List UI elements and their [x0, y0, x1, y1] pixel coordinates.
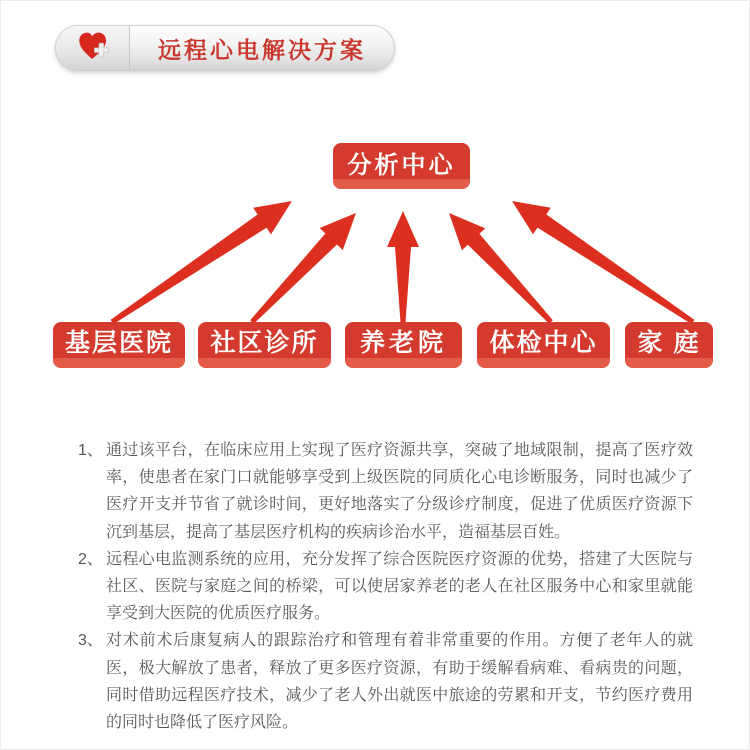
arrow-from-family-icon	[512, 201, 694, 324]
arrow-from-community-clinic-icon	[250, 213, 356, 324]
note-marker: 2、	[78, 550, 103, 568]
node-community-clinic: 社区诊所	[198, 322, 331, 368]
heart-plus-icon	[75, 28, 111, 69]
node-nursing-home: 养老院	[345, 322, 462, 368]
arrow-from-grassroots-hospital-icon	[111, 201, 292, 324]
note-marker: 3、	[78, 632, 103, 650]
header-banner	[55, 25, 395, 71]
note-item	[78, 546, 693, 628]
note-text: 通过该平台，在临床应用上实现了医疗资源共享，突破了地域限制，提高了医疗效率，使患者在家门口就能够享受到上级医院的同质化心电诊断服务，同时也减少了医疗开支并节省了就诊时间，更好地落实了分级诊疗制度，促进了优质医疗资源下沉到基层，提高了基层医疗机构的疾病诊治水平，造福基层百姓。	[106, 442, 693, 541]
node-analysis-center: 分析中心	[333, 143, 470, 189]
note-item	[78, 627, 693, 736]
node-grassroots-hospital: 基层医院	[53, 322, 185, 368]
arrow-from-checkup-center-icon	[449, 213, 553, 324]
page-title: 远程心电解决方案	[158, 36, 366, 63]
heart-cap	[56, 26, 130, 70]
node-checkup-center: 体检中心	[477, 322, 610, 368]
note-text: 远程心电监测系统的应用，充分发挥了综合医院医疗资源的优势，搭建了大医院与社区、医院与家庭之间的桥梁，可以使居家养老的老人在社区服务中心和家里就能享受到大医院的优质医疗服务。	[106, 550, 693, 623]
arrow-from-nursing-home-icon	[387, 211, 419, 322]
notes-list	[78, 437, 693, 736]
note-text: 对术前术后康复病人的跟踪治疗和管理有着非常重要的作用。方便了老年人的就医，极大解放了患者，释放了更多医疗资源，有助于缓解看病难、看病贵的问题，同时借助远程医疗技术，减少了老人外出就医中旅途的劳累和开支，节约医疗费用的同时也降低了医疗风险。	[106, 632, 693, 732]
node-family: 家 庭	[625, 322, 713, 368]
note-marker: 1、	[78, 442, 103, 459]
note-item	[78, 437, 693, 546]
